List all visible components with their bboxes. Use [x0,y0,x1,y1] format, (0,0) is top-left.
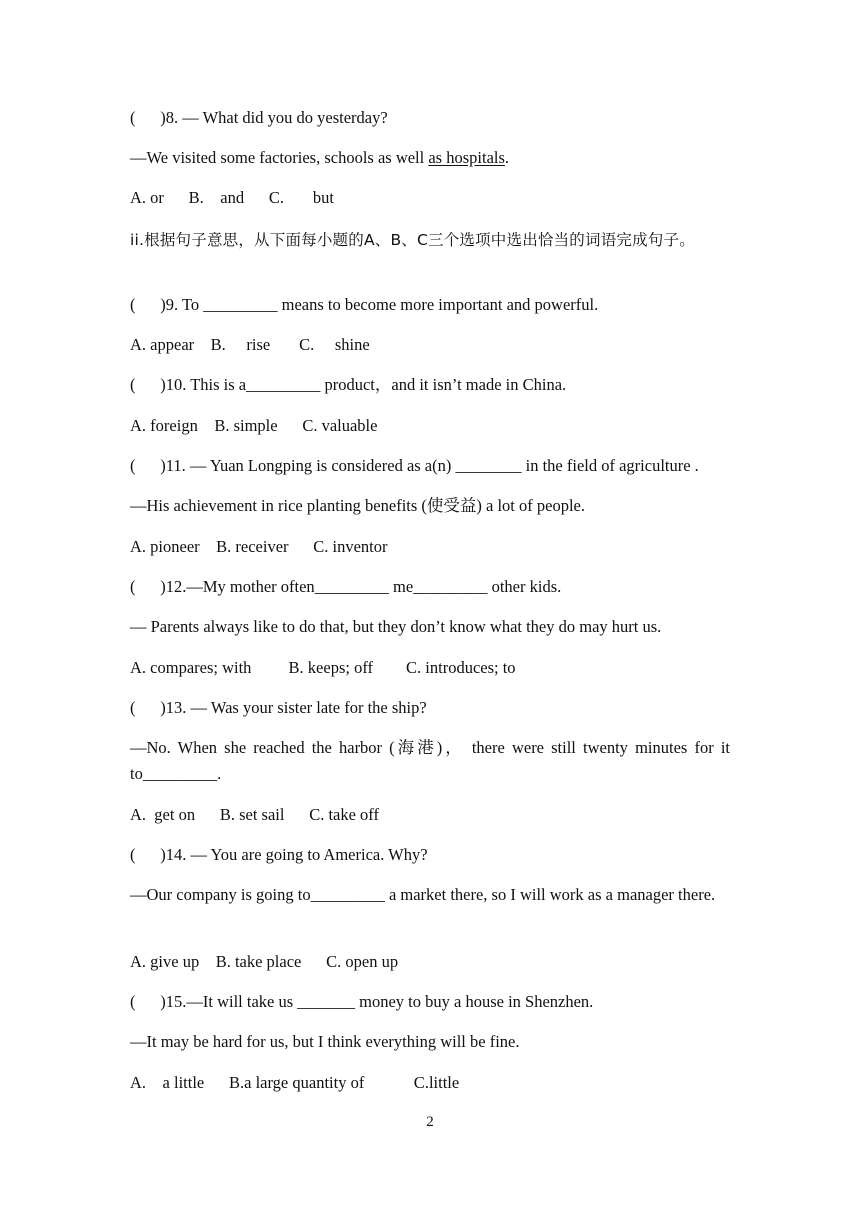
q9-stem: ( )9. To _________ means to become more important and powerful. [130,295,599,314]
q9-options: A. appear B. rise C. shine [130,335,370,354]
section-ii-instruction: ii.根据句子意思，从下面每小题的A、B、C三个选项中选出恰当的词语完成句子。 [130,231,695,249]
q15-stem: ( )15.—It will take us _______ money to buy a house in Shenzhen. [130,992,594,1011]
q8-answer [130,145,730,171]
q8-answer-text: —We visited some factories, schools as well [130,148,429,167]
q8-stem: ( )8. — What did you do yesterday? [130,108,388,127]
q8-underlined-phrase: as hospitals [428,148,505,167]
q13-options: A. get on B. set sail C. take off [130,805,379,824]
q10-stem: ( )10. This is a_________ product，and it isn’t made in China. [130,375,567,394]
q11-stem: ( )11. — Yuan Longping is considered as a(n) ________ in the field of agriculture . [130,456,699,475]
q12-options: A. compares; with B. keeps; off C. introduces; to [130,658,516,677]
q14-options: A. give up B. take place C. open up [130,952,399,971]
q15-options: A. a little B.a large quantity of C.little [130,1073,460,1092]
q14-stem: ( )14. — You are going to America. Why? [130,845,428,864]
q15-answer: —It may be hard for us, but I think everything will be fine. [130,1032,520,1051]
q10-options: A. foreign B. simple C. valuable [130,416,378,435]
q13-stem: ( )13. — Was your sister late for the ship? [130,698,427,717]
q11-options: A. pioneer B. receiver C. inventor [130,537,388,556]
q12-answer: — Parents always like to do that, but they don’t know what they do may hurt us. [130,617,662,636]
q14-answer: —Our company is going to_________ a market there, so I will work as a manager there. [130,885,716,904]
q8-answer-end: . [504,148,510,167]
q8-options: A. or B. and C. but [130,188,334,207]
q13-answer: —No. When she reached the harbor (海港)， there were still twenty minutes for it to_________. [130,738,730,783]
page-number: 2 [426,1114,434,1130]
q11-answer: —His achievement in rice planting benefits (使受益) a lot of people. [130,496,585,515]
q12-stem: ( )12.—My mother often_________ me_________ other kids. [130,577,562,596]
